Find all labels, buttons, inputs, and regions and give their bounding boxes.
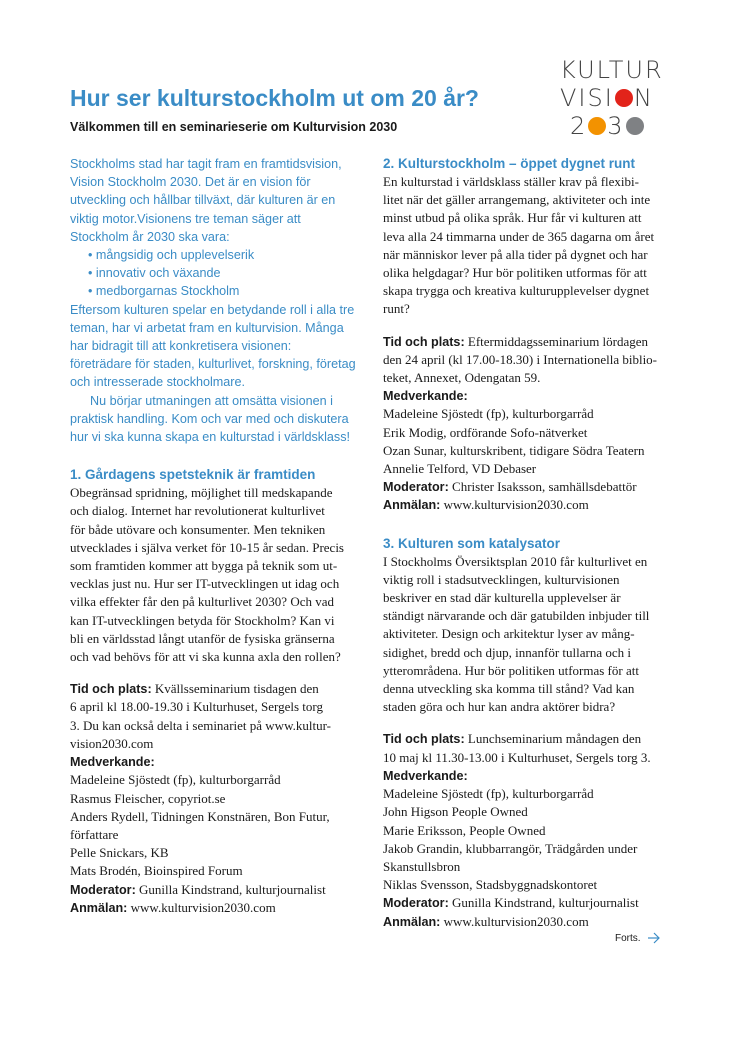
continued-label: Forts. <box>615 932 641 944</box>
intro-line: viktig motor.Visionens tre teman säger att <box>70 211 301 226</box>
body-line: En kulturstad i världsklass ställer krav på flexibi- <box>383 174 639 189</box>
intro-line: Vision Stockholm 2030. Det är en vision för <box>70 175 311 190</box>
body-line: sidighet, bredd och djup, innanför tullarna och i <box>383 644 632 660</box>
medverkande-label: Medverkande: <box>383 768 468 783</box>
body-line: vilka effekter får den på kulturlivet 2030? Och vad <box>70 594 334 610</box>
intro-bullet: • innovativ och växande <box>88 266 221 281</box>
body-line: beskriver en stad där kulturella upplevelser är <box>383 590 621 606</box>
section-title: 2. Kulturstockholm – öppet dygnet runt <box>383 156 636 171</box>
tid-line: vision2030.com <box>70 735 154 751</box>
anmalan-link[interactable]: www.kulturvision2030.com <box>440 913 589 929</box>
body-line: runt? <box>383 301 410 317</box>
participant: Rasmus Fleischer, copyriot.se <box>70 790 226 806</box>
section-body <box>383 553 683 717</box>
tid-text: Kvällsseminarium tisdagen den <box>151 681 319 697</box>
moderator-text: Christer Isaksson, samhällsdebattör <box>448 479 637 495</box>
tid-line: 6 april kl 18.00-19.30 i Kulturhuset, Sergels torg <box>70 699 323 715</box>
left-column <box>70 155 370 917</box>
section-body <box>383 173 683 319</box>
body-line: Obegränsad spridning, möjlighet till medskapande <box>70 485 333 501</box>
orange-dot-icon <box>588 117 606 135</box>
participant: Niklas Svensson, Stadsbyggnadskontoret <box>383 877 598 893</box>
anmalan-label: Anmälan: <box>383 498 441 513</box>
body-line: och dialog. Internet har revolutionerat kulturlivet <box>70 503 325 519</box>
intro-line: teman, har vi arbetat fram en kulturvision. Många <box>70 320 344 335</box>
tid-label: Tid och plats: <box>70 682 152 697</box>
intro-text <box>70 155 370 446</box>
intro-bullet: • medborgarnas Stockholm <box>88 284 240 299</box>
page-subtitle: Välkommen till en seminarieserie om Kulturvision 2030 <box>70 120 398 134</box>
logo-line-kultur <box>560 56 670 84</box>
section-details <box>383 333 683 515</box>
section-body <box>70 484 370 666</box>
red-dot-icon <box>615 89 633 107</box>
medverkande-label: Medverkande: <box>383 389 468 404</box>
body-line: I Stockholms Översiktsplan 2010 får kulturlivet en <box>383 553 648 569</box>
section-details <box>383 730 683 930</box>
kulturvision-logo <box>560 56 670 140</box>
body-line: och vad behövs för att vi ska kunna axla den rollen? <box>70 649 341 665</box>
body-line: när människor lever på alla tider på dygnet och har <box>383 246 648 262</box>
body-line: utvecklades i själva verket för 10-15 år sedan. Precis <box>70 539 344 555</box>
logo-text-kultur: KULTUR <box>560 56 664 84</box>
section-3 <box>383 535 683 931</box>
body-line: skapa trygga och kreativa kulturupplevelser dygnet <box>383 283 650 299</box>
intro-line: och intresserade stockholmare. <box>70 375 245 390</box>
body-line: staden göra och hur kan andra aktörer bidra? <box>383 699 616 715</box>
page-title: Hur ser kulturstockholm ut om 20 år? <box>70 85 479 111</box>
body-line: bli en världsstad långt utanför de fysiska gränserna <box>70 630 335 646</box>
participant: Madeleine Sjöstedt (fp), kulturborgarråd <box>70 772 281 788</box>
logo-line-2030 <box>560 112 670 140</box>
body-line: leva alla 24 timmarna under de 365 dagarna om året <box>383 228 655 244</box>
intro-line: har bidragit till att konkretisera visionen: <box>70 339 292 354</box>
anmalan-link[interactable]: www.kulturvision2030.com <box>440 497 589 513</box>
participant: Anders Rydell, Tidningen Konstnären, Bon Futur, <box>70 808 330 824</box>
intro-line: Nu börjar utmaningen att omsätta visionen i <box>90 393 333 408</box>
moderator-label: Moderator: <box>383 896 449 911</box>
participant: Madeleine Sjöstedt (fp), kulturborgarråd <box>383 786 594 802</box>
section-title: 1. Gårdagens spetsteknik är framtiden <box>70 467 316 483</box>
tid-text: Eftermiddagsseminarium lördagen <box>464 333 649 349</box>
participant: Madeleine Sjöstedt (fp), kulturborgarråd <box>383 406 594 422</box>
intro-bullet: • mångsidig och upplevelserik <box>88 248 255 263</box>
tid-line: 10 maj kl 11.30-13.00 i Kulturhuset, Sergels torg 3. <box>383 749 651 765</box>
anmalan-label: Anmälan: <box>70 900 128 915</box>
section-2 <box>383 155 683 515</box>
medverkande-label: Medverkande: <box>70 755 155 770</box>
participant: Marie Eriksson, People Owned <box>383 822 546 838</box>
tid-label: Tid och plats: <box>383 732 465 747</box>
body-line: för både utövare och konsumenter. Men tekniken <box>70 521 326 537</box>
participant: Annelie Telford, VD Debaser <box>383 461 537 477</box>
section-title: 3. Kulturen som katalysator <box>383 535 561 551</box>
tid-label: Tid och plats: <box>383 334 465 349</box>
moderator-label: Moderator: <box>383 480 449 495</box>
participant: författare <box>70 826 119 842</box>
participant: Jakob Grandin, klubbarrangör, Trädgården under <box>383 840 638 856</box>
intro-line: Eftersom kulturen spelar en betydande roll i alla tre <box>70 302 355 317</box>
body-line: viktig roll i stadsutvecklingen, kulturvisionen <box>383 571 620 587</box>
right-column <box>383 155 683 931</box>
moderator-label: Moderator: <box>70 882 136 897</box>
moderator-text: Gunilla Kindstrand, kulturjournalist <box>448 895 639 911</box>
logo-text-3: 3 <box>607 112 625 140</box>
intro-line: hur vi ska kunna skapa en kulturstad i världsklass! <box>70 430 350 445</box>
body-line: kan IT-utvecklingen betyda för Stockholm? Kan vi <box>70 612 335 628</box>
participant: John Higson People Owned <box>383 804 528 820</box>
intro-line: praktisk handling. Kom och var med och diskutera <box>70 411 349 426</box>
body-line: litet när det gäller arrangemang, aktiviteter och inte <box>383 192 651 208</box>
anmalan-label: Anmälan: <box>383 914 441 929</box>
participant: Mats Brodén, Bioinspired Forum <box>70 863 243 879</box>
section-1 <box>70 466 370 917</box>
body-line: olika helgdagar? Hur bör politiken utformas för att <box>383 265 647 281</box>
tid-line: teket, Annexet, Odengatan 59. <box>383 370 541 386</box>
section-details <box>70 680 370 917</box>
anmalan-link[interactable]: www.kulturvision2030.com <box>127 899 276 915</box>
moderator-text: Gunilla Kindstrand, kulturjournalist <box>135 881 326 897</box>
participant: Pelle Snickars, KB <box>70 845 169 861</box>
participant: Skanstullsbron <box>383 858 461 874</box>
grey-dot-icon <box>626 117 644 135</box>
intro-line: företrädare för staden, kulturlivet, forskning, företag <box>70 357 356 372</box>
logo-text-2: 2 <box>570 112 588 140</box>
participant: Ozan Sunar, kulturskribent, tidigare Södra Teatern <box>383 442 645 458</box>
body-line: ständigt närvarande och där gatubilden inbjuder till <box>383 608 650 624</box>
intro-line: utveckling och hållbar tillväxt, där kulturen är en <box>70 193 336 208</box>
body-line: vecklas just nu. Hur ser IT-utvecklingen ut idag och <box>70 576 340 592</box>
arrow-right-icon <box>647 932 661 944</box>
body-line: denna utveckling ska komma till stånd? Vad kan <box>383 681 635 697</box>
participant: Erik Modig, ordförande Sofo-nätverket <box>383 424 588 440</box>
logo-text-visi: VISI <box>560 84 614 112</box>
intro-line: Stockholms stad har tagit fram en framtidsvision, <box>70 157 342 171</box>
tid-text: Lunchseminarium måndagen den <box>464 731 642 747</box>
intro-line: Stockholm år 2030 ska vara: <box>70 229 230 244</box>
tid-line: 3. Du kan också delta i seminariet på www.kultur- <box>70 717 331 733</box>
body-line: aktiviteter. Design och arkitektur lyser av mång- <box>383 626 635 642</box>
continued-link[interactable] <box>615 932 661 944</box>
body-line: som framtiden kommer att bygga på teknik som ut- <box>70 558 338 574</box>
body-line: minst utbud på olika språk. Hur får vi kulturen att <box>383 210 642 226</box>
body-line: ytterområdena. Hur bör politiken utformas för att <box>383 662 639 678</box>
logo-line-vision <box>560 84 670 112</box>
logo-text-n: N <box>633 84 654 112</box>
tid-line: den 24 april (kl 17.00-18.30) i Internationella biblio- <box>383 351 658 367</box>
